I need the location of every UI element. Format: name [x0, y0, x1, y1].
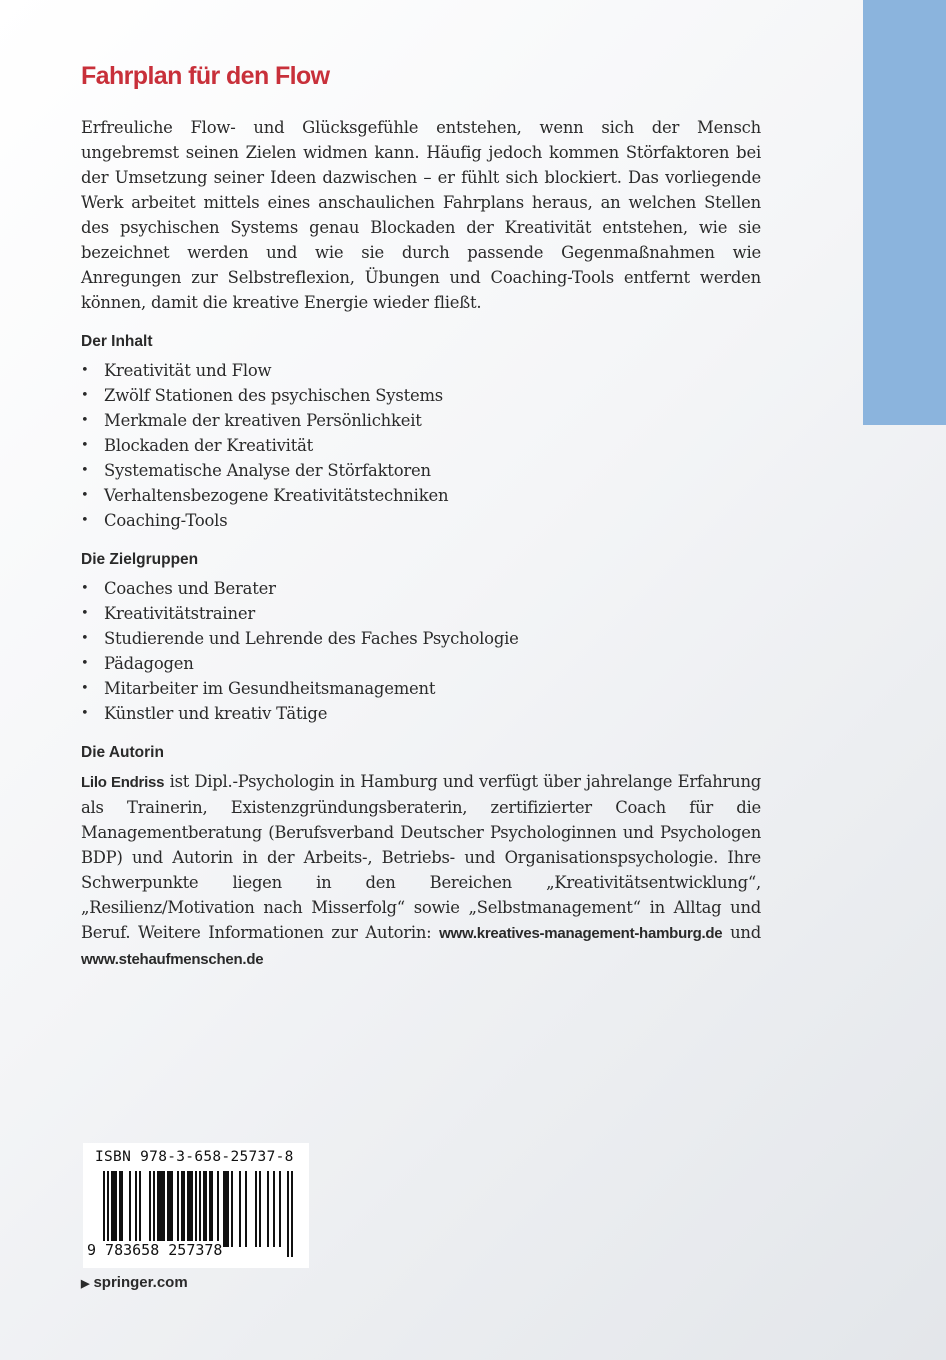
publisher-text: springer.com: [93, 1274, 188, 1291]
barcode-bar: [181, 1171, 183, 1247]
list-item: • Mitarbeiter im Gesundheitsmanagement: [81, 676, 761, 701]
barcode-bar: [279, 1171, 281, 1247]
list-item: • Blockaden der Kreativität: [81, 433, 761, 458]
list-item: • Coaching-Tools: [81, 508, 761, 533]
publisher-link[interactable]: [81, 1274, 188, 1291]
list-item: • Künstler und kreativ Tätige: [81, 701, 761, 726]
barcode-bar: [111, 1171, 113, 1247]
barcode-bar: [267, 1171, 269, 1247]
barcode-bar: [223, 1171, 225, 1247]
barcode-bar: [159, 1171, 161, 1247]
barcode-bar: [153, 1171, 155, 1247]
barcode-bar: [171, 1171, 173, 1247]
barcode-bar: [167, 1171, 169, 1247]
barcode-bar: [217, 1171, 219, 1247]
barcode-bar: [225, 1171, 227, 1247]
barcode-bar: [177, 1171, 179, 1247]
barcode-bar: [255, 1171, 257, 1247]
barcode-bar: [205, 1171, 207, 1247]
list-item: • Zwölf Stationen des psychischen Systems: [81, 383, 761, 408]
page-title: Fahrplan für den Flow: [81, 62, 330, 90]
barcode-bar: [211, 1171, 213, 1247]
website-link-stehaufmenschen[interactable]: www.stehaufmenschen.de: [81, 951, 264, 968]
author-bio: [81, 769, 761, 972]
barcode-bar: [183, 1171, 185, 1247]
list-item: • Merkmale der kreativen Persönlichkeit: [81, 408, 761, 433]
barcode-digits-text: 9 783658 257378: [87, 1241, 223, 1259]
barcode-bar: [239, 1171, 241, 1247]
barcode-bar: [189, 1171, 191, 1247]
barcode-bar: [113, 1171, 115, 1247]
section-heading-autorin: Die Autorin: [81, 744, 164, 761]
barcode-bar: [121, 1171, 123, 1247]
author-name: Lilo Endriss: [81, 774, 165, 791]
barcode-bar: [273, 1171, 275, 1247]
barcode-bar: [209, 1171, 211, 1247]
barcode-bar: [287, 1171, 289, 1257]
barcode-bar: [227, 1171, 229, 1247]
barcode-bar: [187, 1171, 189, 1247]
list-item: • Kreativitätstrainer: [81, 601, 761, 626]
list-item: • Coaches und Berater: [81, 576, 761, 601]
website-link-kreatives-management[interactable]: www.kreatives-management-hamburg.de: [439, 925, 723, 942]
barcode-bar: [169, 1171, 171, 1247]
inhalt-list: [81, 358, 761, 533]
color-tab: [863, 0, 946, 425]
zielgruppen-list: [81, 576, 761, 726]
back-cover-content: [81, 62, 761, 972]
barcode-bar: [135, 1171, 137, 1247]
barcode-bar: [259, 1171, 261, 1247]
barcode-bar: [129, 1171, 131, 1247]
link-connector: und: [722, 923, 761, 942]
section-heading-inhalt: Der Inhalt: [81, 333, 153, 350]
isbn-barcode: [83, 1143, 309, 1268]
barcode-bar: [245, 1171, 247, 1247]
barcode-bar: [231, 1171, 233, 1247]
barcode-bar: [115, 1171, 117, 1247]
list-item: • Systematische Analyse der Störfaktoren: [81, 458, 761, 483]
barcode-bar: [119, 1171, 121, 1247]
barcode-digits: [87, 1241, 222, 1259]
barcode-bar: [191, 1171, 193, 1247]
list-item: • Verhaltensbezogene Kreativitätstechniken: [81, 483, 761, 508]
list-item: • Kreativität und Flow: [81, 358, 761, 383]
barcode-bar: [203, 1171, 205, 1247]
arrow-right-icon: ▶: [81, 1278, 90, 1290]
author-bio-text: ist Dipl.-Psychologin in Hamburg und verfügt über jahrelange Erfahrung als Trainerin, Existenzgründungsberaterin, zertifizierter Coach für die Managementberatung (Berufsverband Deutscher Psychologinnen und Psychologen BDP) und Autorin in der Arbeits-, Betriebs- und Organisationspsychologie. Ihre Schwerpunkte liegen in den Bereichen „Kreativitätsentwicklung“, „Resilienz/Motivation nach Misserfolg“ sowie „Selbstmanagement“ in Alltag und Beruf. Weitere Informationen zur Autorin:: [81, 772, 761, 942]
barcode-bar: [163, 1171, 165, 1247]
isbn-number: ISBN 978-3-658-25737-8: [95, 1149, 294, 1165]
list-item: • Pädagogen: [81, 651, 761, 676]
list-item: • Studierende und Lehrende des Faches Psychologie: [81, 626, 761, 651]
barcode-bar: [157, 1171, 159, 1247]
intro-paragraph: Erfreuliche Flow- und Glücksgefühle entstehen, wenn sich der Mensch ungebremst seinen Zielen widmen kann. Häufig jedoch kommen Störfaktoren bei der Umsetzung seiner Ideen dazwischen – er fühlt sich blockiert. Das vorliegende Werk arbeitet mittels eines anschaulichen Fahrplans heraus, an welchen Stellen des psychischen Systems genau Blockaden der Kreativität entstehen, wie sie bezeichnet werden und wie sie durch passende Gegenmaßnahmen wie Anregungen zur Selbstreflexion, Übungen und Coaching-Tools entfernt werden können, damit die kreative Energie wieder fließt.: [81, 118, 761, 312]
barcode-bar: [161, 1171, 163, 1247]
barcode-bar: [291, 1171, 293, 1257]
barcode-bar: [149, 1171, 151, 1247]
barcode-bar: [139, 1171, 141, 1247]
section-heading-zielgruppen: Die Zielgruppen: [81, 551, 199, 568]
